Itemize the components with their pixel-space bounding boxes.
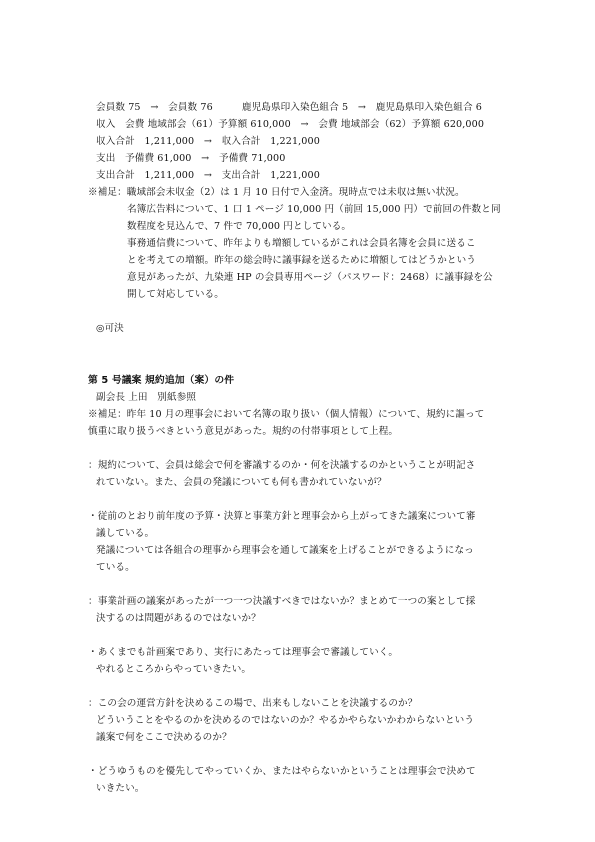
discussion-question-cont: れていない。また、会員の発議についても何も書かれていないが？ [96,477,387,488]
agenda5-title: 第 5 号議案 規約追加（案）の件 [88,375,235,386]
summary-line-members: 会員数 75 → 会員数 76 鹿児島県印入染色組合 5 → 鹿児島県印入染色組合 6 [96,102,482,113]
supplement-line: 開して対応している。 [127,289,224,300]
supplement-line: ※補足：職域部会未収金（2）は 1 月 10 日付で入金済。現時点では未収は無い状況。 [88,187,465,198]
supplement-line: 数程度を見込んで、7 件で 70,000 円としている。 [127,221,352,232]
discussion-answer-cont: いきたい。 [96,783,145,794]
supplement-line: 意見があったが、九染連 HP の会員専用ページ（パスワード：2468）に議事録を公 [127,272,493,283]
discussion-answer-cont: やれるところからやっていきたい。 [96,664,252,675]
discussion-answer: ・あくまでも計画案であり、実行にあたっては理事会で審議していく。 [88,647,399,658]
summary-line-expense-total: 支出合計 1,211,000 → 支出合計 1,221,000 [96,170,320,181]
discussion-question: ：規約について、会員は総会で何を審議するのか・何を決議するのかということが明記さ [88,460,476,471]
discussion-question-cont: 決するのは問題があるのではないか？ [96,613,261,624]
resolution-approved: ◎可決 [96,323,124,334]
discussion-answer: ・どうゆうものを優先してやっていくか、またはやらないかということは理事会で決めて [88,766,476,777]
agenda5-presenter: 副会長 上田 別紙参照 [96,392,197,403]
supplement-line: とを考えての増額。昨年の総会時に議事録を送るために増額してはどうかという [127,255,476,266]
summary-line-income-total: 収入合計 1,211,000 → 収入合計 1,221,000 [96,136,320,147]
agenda5-note-line: 慎重に取り扱うべきという意見があった。規約の付帯事項として上程。 [88,426,399,437]
discussion-answer-cont: 議している。 [96,528,155,539]
discussion-question-cont: どういうことをやるのかを決めるのではないのか？やるかやらないかわからないという [96,715,475,726]
discussion-answer-cont: 発議については各組合の理事から理事会を通して議案を上げることができるようになっ [96,545,474,556]
supplement-line: 名簿広告料について、1 口 1 ページ 10,000 円（前回 15,000 円）で前回の件数と同 [127,204,501,215]
discussion-answer-cont: ている。 [96,562,135,573]
agenda5-note-line: ※補足：昨年 10 月の理事会において名簿の取り扱い（個人情報）について、規約に謳って [88,409,485,420]
supplement-line: 事務通信費について、昨年よりも増額しているがこれは会員名簿を会員に送るこ [127,238,476,249]
discussion-question-cont: 議案で何をここで決めるのか？ [96,732,232,743]
discussion-question: ：事業計画の議案があったが一つ一つ決議すべきではないか？まとめて一つの案として採 [88,596,476,607]
discussion-question: ：この会の運営方針を決めるこの場で、出来もしないことを決議するのか？ [88,698,418,709]
summary-line-income-fee: 収入 会費 地域部会（61）予算額 610,000 → 会費 地域部会（62）予算額 620,000 [96,119,485,130]
summary-line-expense-reserve: 支出 予備費 61,000 → 予備費 71,000 [96,153,286,164]
discussion-answer: ・従前のとおり前年度の予算・決算と事業方針と理事会から上がってきた議案について審 [88,511,476,522]
